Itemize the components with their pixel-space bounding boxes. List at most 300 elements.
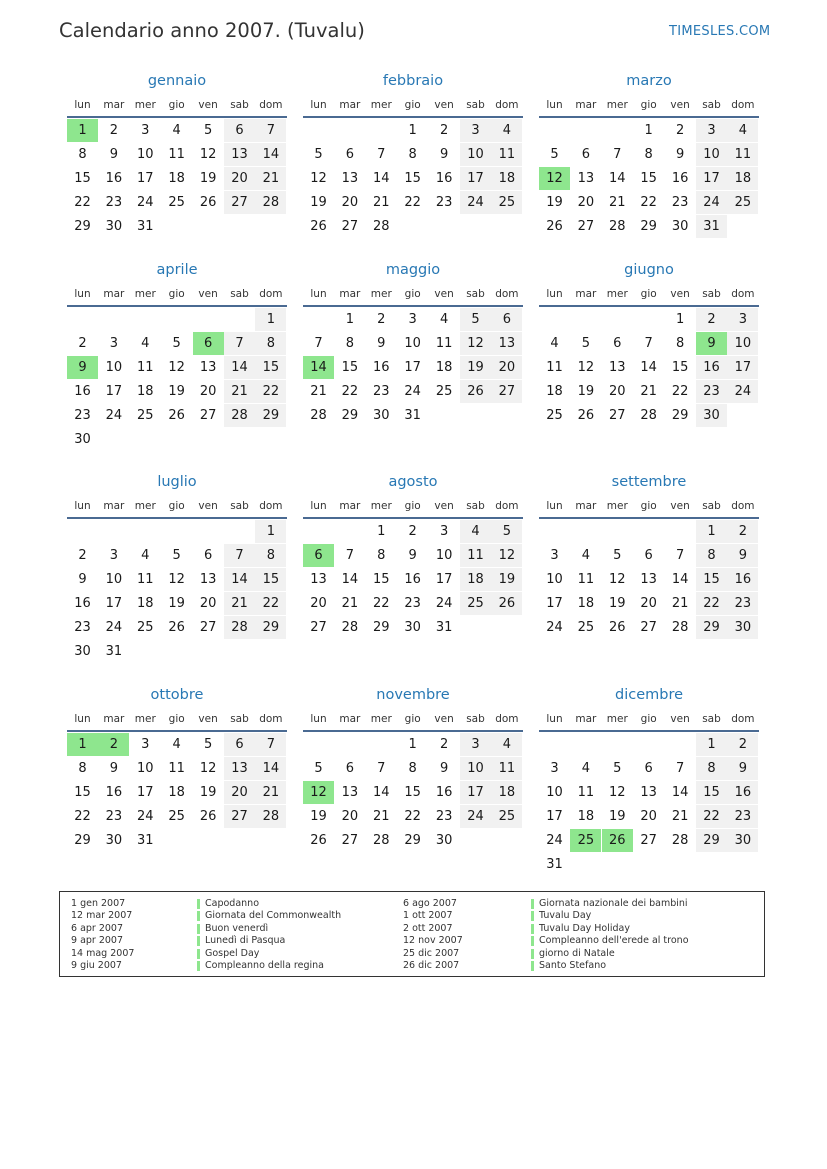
weekday-header: dom <box>731 713 755 725</box>
day-cell: 12 <box>460 332 491 355</box>
weekday-header: sab <box>466 99 485 111</box>
weekday-header: dom <box>731 99 755 111</box>
day-cell: 30 <box>727 616 758 639</box>
day-cell: 25 <box>460 592 491 615</box>
day-cell: 13 <box>224 757 255 780</box>
day-cell: 17 <box>435 572 453 587</box>
weekday-header: mer <box>134 713 156 725</box>
day-cell: 18 <box>727 167 758 190</box>
weekday-header: mar <box>103 500 125 512</box>
day-cell: 12 <box>168 360 185 375</box>
weekday-header: mer <box>134 99 156 111</box>
day-cell: 1 <box>377 524 386 539</box>
day-cell: 2 <box>696 308 727 331</box>
weekday-header: lun <box>546 713 563 725</box>
day-cell: 1 <box>255 308 286 331</box>
day-cell: 22 <box>404 809 421 824</box>
day-cell: 11 <box>577 785 595 800</box>
day-cell: 23 <box>105 809 123 824</box>
weekday-header: ven <box>670 500 690 512</box>
holiday-day-cell: 1 <box>67 733 98 756</box>
holiday-marker <box>531 936 534 946</box>
day-cell: 26 <box>546 219 563 234</box>
month-name: agosto <box>388 474 438 490</box>
month-divider <box>539 116 759 118</box>
holiday-marker <box>531 961 534 971</box>
weekday-header: ven <box>198 713 218 725</box>
day-cell: 13 <box>577 171 595 186</box>
day-cell: 23 <box>727 805 758 828</box>
month-divider <box>539 730 759 732</box>
holiday-marker <box>197 949 200 959</box>
weekday-header: mer <box>606 99 628 111</box>
holiday-marker <box>531 949 534 959</box>
weekday-header: lun <box>546 99 563 111</box>
holiday-name: giorno di Natale <box>539 947 615 959</box>
day-cell: 11 <box>727 143 758 166</box>
weekday-header: mar <box>103 288 125 300</box>
weekday-header: ven <box>670 288 690 300</box>
day-cell: 28 <box>255 805 286 828</box>
weekday-header: gio <box>404 713 421 725</box>
day-cell: 28 <box>671 620 689 635</box>
day-cell: 4 <box>172 737 181 752</box>
day-cell: 1 <box>255 520 286 543</box>
month-name: maggio <box>385 262 441 278</box>
day-cell: 20 <box>609 384 626 399</box>
day-cell: 25 <box>491 191 522 214</box>
day-cell: 31 <box>696 215 727 238</box>
day-cell: 12 <box>199 147 217 162</box>
day-cell: 29 <box>74 219 91 234</box>
day-cell: 2 <box>675 123 685 138</box>
month-name: marzo <box>626 73 672 89</box>
day-cell: 3 <box>550 548 559 563</box>
day-cell: 22 <box>696 805 727 828</box>
month-divider <box>67 730 287 732</box>
day-cell: 21 <box>373 195 390 210</box>
holiday-marker <box>531 899 534 909</box>
day-cell: 27 <box>199 620 217 635</box>
weekday-header: sab <box>466 288 485 300</box>
day-cell: 24 <box>435 596 453 611</box>
day-cell: 24 <box>105 620 123 635</box>
weekday-header: mer <box>606 713 628 725</box>
day-cell: 20 <box>310 596 327 611</box>
day-cell: 30 <box>105 219 123 234</box>
weekday-header: mar <box>103 713 125 725</box>
month-divider <box>303 730 523 732</box>
month-name: luglio <box>157 474 197 490</box>
month-divider <box>67 116 287 118</box>
day-cell: 22 <box>373 596 390 611</box>
day-cell: 7 <box>255 733 286 756</box>
day-cell: 14 <box>609 171 626 186</box>
day-cell: 22 <box>404 195 421 210</box>
day-cell: 31 <box>105 644 123 659</box>
holiday-date: 9 apr 2007 <box>71 935 124 947</box>
day-cell: 3 <box>460 119 491 142</box>
holiday-day-cell: 12 <box>303 781 334 804</box>
day-cell: 18 <box>168 171 185 186</box>
day-cell: 10 <box>546 785 563 800</box>
weekday-header: sab <box>702 288 721 300</box>
weekday-header: lun <box>310 713 327 725</box>
day-cell: 18 <box>435 360 453 375</box>
day-cell: 4 <box>581 761 591 776</box>
weekday-header: gio <box>640 500 657 512</box>
month-name: dicembre <box>614 687 684 703</box>
day-cell: 5 <box>460 308 491 331</box>
weekday-header: sab <box>230 500 249 512</box>
day-cell: 6 <box>491 308 522 331</box>
holiday-day-cell: 9 <box>696 332 727 355</box>
weekday-header: sab <box>702 713 721 725</box>
day-cell: 27 <box>577 219 595 234</box>
day-cell: 18 <box>491 167 522 190</box>
day-cell: 6 <box>203 548 213 563</box>
day-cell: 14 <box>224 568 255 591</box>
holiday-day-cell: 6 <box>303 544 334 567</box>
day-cell: 31 <box>137 833 154 848</box>
weekday-header: mar <box>575 288 597 300</box>
day-cell: 22 <box>74 195 91 210</box>
holiday-name: Tuvalu Day <box>539 910 592 922</box>
day-cell: 17 <box>137 171 154 186</box>
day-cell: 28 <box>224 404 255 427</box>
day-cell: 29 <box>373 620 390 635</box>
holiday-date: 2 ott 2007 <box>403 922 453 934</box>
day-cell: 27 <box>224 191 255 214</box>
day-cell: 27 <box>224 805 255 828</box>
day-cell: 3 <box>550 761 559 776</box>
day-cell: 1 <box>345 312 355 327</box>
day-cell: 2 <box>439 737 449 752</box>
weekday-header: mer <box>134 500 156 512</box>
day-cell: 7 <box>345 548 355 563</box>
day-cell: 28 <box>373 833 390 848</box>
day-cell: 3 <box>109 336 119 351</box>
day-cell: 6 <box>345 147 355 162</box>
day-cell: 3 <box>460 733 491 756</box>
holiday-date: 14 mag 2007 <box>71 947 135 959</box>
weekday-header: mer <box>370 99 392 111</box>
weekday-header: gio <box>404 99 421 111</box>
weekday-header: ven <box>434 288 454 300</box>
day-cell: 4 <box>439 312 449 327</box>
day-cell: 5 <box>613 761 622 776</box>
month-divider <box>67 517 287 519</box>
day-cell: 26 <box>491 592 522 615</box>
weekday-header: mar <box>103 99 125 111</box>
day-cell: 31 <box>404 408 421 423</box>
day-cell: 10 <box>460 143 491 166</box>
day-cell: 23 <box>74 408 91 423</box>
weekday-header: mer <box>370 500 392 512</box>
weekday-header: mar <box>575 713 597 725</box>
day-cell: 4 <box>491 733 522 756</box>
weekday-header: lun <box>310 99 327 111</box>
month-name: aprile <box>156 262 198 278</box>
day-cell: 10 <box>137 147 154 162</box>
day-cell: 13 <box>341 171 359 186</box>
month-name: novembre <box>376 687 450 703</box>
day-cell: 6 <box>644 548 653 563</box>
month-divider <box>303 305 523 307</box>
day-cell: 21 <box>255 781 286 804</box>
day-cell: 30 <box>696 404 727 427</box>
day-cell: 24 <box>105 408 123 423</box>
weekday-header: mar <box>575 99 597 111</box>
day-cell: 2 <box>439 123 449 138</box>
day-cell: 7 <box>224 544 255 567</box>
day-cell: 5 <box>550 147 559 162</box>
day-cell: 27 <box>609 408 626 423</box>
weekday-header: lun <box>74 99 91 111</box>
holiday-name: Buon venerdì <box>205 922 269 934</box>
day-cell: 8 <box>696 544 727 567</box>
day-cell: 6 <box>581 147 591 162</box>
weekday-header: dom <box>731 288 755 300</box>
day-cell: 24 <box>546 620 563 635</box>
day-cell: 13 <box>640 785 657 800</box>
day-cell: 4 <box>141 548 150 563</box>
day-cell: 10 <box>105 572 123 587</box>
day-cell: 15 <box>255 568 286 591</box>
month-name: ottobre <box>150 687 204 703</box>
weekday-header: lun <box>310 288 327 300</box>
day-cell: 4 <box>581 548 591 563</box>
day-cell: 14 <box>640 360 657 375</box>
day-cell: 24 <box>137 809 154 824</box>
day-cell: 24 <box>696 191 727 214</box>
day-cell: 8 <box>408 761 417 776</box>
day-cell: 20 <box>224 167 255 190</box>
holiday-marker <box>197 961 200 971</box>
day-cell: 10 <box>460 757 491 780</box>
holiday-date: 9 giu 2007 <box>71 960 122 971</box>
day-cell: 19 <box>199 785 217 800</box>
day-cell: 3 <box>141 737 150 752</box>
day-cell: 23 <box>435 195 453 210</box>
day-cell: 11 <box>168 147 185 162</box>
day-cell: 22 <box>255 380 286 403</box>
day-cell: 11 <box>137 360 154 375</box>
day-cell: 1 <box>696 520 727 543</box>
day-cell: 3 <box>408 312 417 327</box>
day-cell: 1 <box>644 123 653 138</box>
holiday-name: Compleanno della regina <box>205 960 324 971</box>
day-cell: 14 <box>373 785 390 800</box>
day-cell: 4 <box>460 520 491 543</box>
day-cell: 15 <box>255 356 286 379</box>
holiday-day-cell: 25 <box>570 829 601 852</box>
day-cell: 31 <box>435 620 453 635</box>
day-cell: 25 <box>491 805 522 828</box>
weekday-header: dom <box>495 500 519 512</box>
day-cell: 16 <box>727 781 758 804</box>
holiday-name: Compleanno dell'erede al trono <box>539 935 689 947</box>
holiday-name: Tuvalu Day Holiday <box>539 922 630 934</box>
weekday-header: ven <box>434 713 454 725</box>
day-cell: 12 <box>609 572 626 587</box>
weekday-header: dom <box>495 713 519 725</box>
day-cell: 24 <box>460 805 491 828</box>
day-cell: 10 <box>137 761 154 776</box>
holiday-date: 6 ago 2007 <box>403 898 457 909</box>
day-cell: 21 <box>373 809 390 824</box>
holiday-marker <box>197 911 200 921</box>
day-cell: 18 <box>137 596 154 611</box>
day-cell: 31 <box>546 857 563 872</box>
day-cell: 18 <box>577 809 595 824</box>
day-cell: 11 <box>577 572 595 587</box>
day-cell: 8 <box>255 544 286 567</box>
weekday-header: gio <box>168 288 185 300</box>
day-cell: 3 <box>696 119 727 142</box>
day-cell: 30 <box>74 644 91 659</box>
day-cell: 12 <box>609 785 626 800</box>
day-cell: 27 <box>310 620 327 635</box>
day-cell: 23 <box>105 195 123 210</box>
day-cell: 22 <box>74 809 91 824</box>
day-cell: 17 <box>460 167 491 190</box>
day-cell: 12 <box>199 761 217 776</box>
day-cell: 9 <box>109 761 119 776</box>
day-cell: 24 <box>727 380 758 403</box>
day-cell: 16 <box>74 384 91 399</box>
day-cell: 9 <box>727 757 758 780</box>
day-cell: 20 <box>640 596 657 611</box>
day-cell: 13 <box>224 143 255 166</box>
day-cell: 19 <box>168 384 185 399</box>
day-cell: 8 <box>675 336 685 351</box>
day-cell: 29 <box>696 829 727 852</box>
holiday-name: Lunedì di Pasqua <box>205 935 286 947</box>
day-cell: 14 <box>341 572 359 587</box>
day-cell: 15 <box>696 568 727 591</box>
day-cell: 14 <box>224 356 255 379</box>
day-cell: 3 <box>439 524 449 539</box>
day-cell: 25 <box>577 620 595 635</box>
holiday-marker <box>531 924 534 934</box>
day-cell: 6 <box>644 761 653 776</box>
day-cell: 8 <box>644 147 653 162</box>
day-cell: 4 <box>141 336 150 351</box>
day-cell: 28 <box>640 408 657 423</box>
day-cell: 14 <box>671 572 689 587</box>
day-cell: 25 <box>727 191 758 214</box>
holiday-day-cell: 6 <box>193 332 224 355</box>
day-cell: 20 <box>341 809 359 824</box>
day-cell: 13 <box>609 360 626 375</box>
day-cell: 5 <box>172 336 181 351</box>
day-cell: 21 <box>671 596 689 611</box>
day-cell: 28 <box>341 620 359 635</box>
day-cell: 7 <box>613 147 622 162</box>
day-cell: 7 <box>255 119 286 142</box>
day-cell: 13 <box>199 360 217 375</box>
month-name: settembre <box>611 474 687 490</box>
day-cell: 13 <box>199 572 217 587</box>
weekday-header: lun <box>74 713 91 725</box>
day-cell: 19 <box>199 171 217 186</box>
day-cell: 13 <box>310 572 327 587</box>
day-cell: 15 <box>74 171 91 186</box>
day-cell: 8 <box>78 761 87 776</box>
day-cell: 15 <box>696 781 727 804</box>
holiday-date: 12 mar 2007 <box>71 910 133 922</box>
day-cell: 26 <box>310 833 327 848</box>
day-cell: 1 <box>696 733 727 756</box>
day-cell: 6 <box>613 336 622 351</box>
day-cell: 19 <box>546 195 563 210</box>
day-cell: 13 <box>491 332 522 355</box>
day-cell: 15 <box>671 360 689 375</box>
weekday-header: ven <box>670 99 690 111</box>
weekday-header: mer <box>370 713 392 725</box>
holiday-legend <box>59 891 765 977</box>
weekday-header: ven <box>198 288 218 300</box>
day-cell: 29 <box>74 833 91 848</box>
day-cell: 16 <box>727 568 758 591</box>
day-cell: 6 <box>224 119 255 142</box>
day-cell: 10 <box>696 143 727 166</box>
weekday-header: mer <box>134 288 156 300</box>
day-cell: 2 <box>109 123 119 138</box>
day-cell: 7 <box>377 761 386 776</box>
weekday-header: sab <box>466 713 485 725</box>
holiday-day-cell: 2 <box>98 733 129 756</box>
day-cell: 20 <box>199 596 217 611</box>
day-cell: 29 <box>404 833 421 848</box>
brand-link[interactable]: TIMESLES.COM <box>669 24 771 39</box>
day-cell: 23 <box>373 384 390 399</box>
weekday-header: lun <box>546 500 563 512</box>
day-cell: 16 <box>373 360 390 375</box>
day-cell: 2 <box>408 524 417 539</box>
day-cell: 14 <box>255 757 286 780</box>
day-cell: 19 <box>168 596 185 611</box>
day-cell: 11 <box>168 761 185 776</box>
weekday-header: dom <box>731 500 755 512</box>
day-cell: 16 <box>696 356 727 379</box>
weekday-header: sab <box>230 99 249 111</box>
weekday-header: mar <box>339 288 361 300</box>
day-cell: 9 <box>78 572 87 587</box>
day-cell: 26 <box>199 809 217 824</box>
day-cell: 11 <box>460 544 491 567</box>
weekday-header: dom <box>259 288 283 300</box>
day-cell: 6 <box>345 761 355 776</box>
day-cell: 25 <box>137 620 154 635</box>
day-cell: 4 <box>172 123 181 138</box>
day-cell: 19 <box>491 568 522 591</box>
day-cell: 18 <box>577 596 595 611</box>
day-cell: 7 <box>675 761 685 776</box>
day-cell: 27 <box>640 833 657 848</box>
day-cell: 29 <box>640 219 657 234</box>
day-cell: 16 <box>105 785 123 800</box>
day-cell: 25 <box>168 195 185 210</box>
day-cell: 26 <box>577 408 595 423</box>
day-cell: 8 <box>255 332 286 355</box>
day-cell: 7 <box>675 548 685 563</box>
day-cell: 30 <box>671 219 689 234</box>
day-cell: 23 <box>404 596 421 611</box>
day-cell: 18 <box>137 384 154 399</box>
holiday-name: Capodanno <box>205 898 260 909</box>
